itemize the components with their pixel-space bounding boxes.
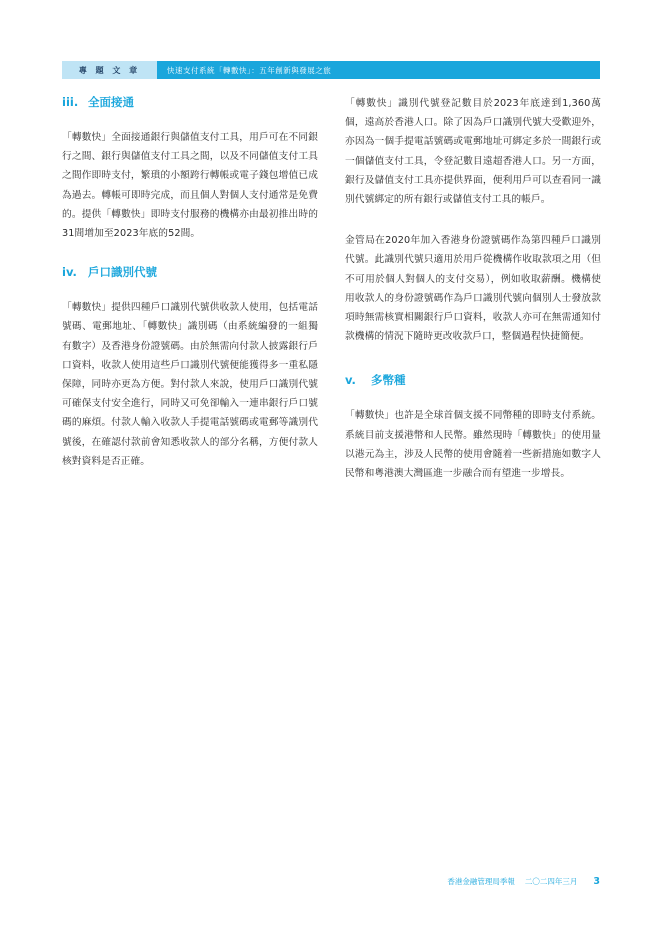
section-title: 戶口識別代號	[88, 265, 157, 280]
paragraph-account-proxy-id: 「轉數快」提供四種戶口識別代號供收款人使用，包括電話號碼、電郵地址、「轉數快」識別碼（由系統編發的一組獨有數字）及香港身份證號碼。由於無需向付款人披露銀行戶口資料，收款人使用這些戶口識別代號便能獲得多一重私隱保障，同時亦更為方便。對付款人來說，使用戶口識別代號可確保支付安全進行，同時又可免卻輸入一連串銀行戶口號碼的麻煩。付款人輸入收款人手提電話號碼或電郵等識別代號後，在確認付款前會知悉收款人的部分名稱，方便付款人核對資料是否正確。	[62, 302, 318, 467]
section-category: 專 題 文 章	[62, 61, 157, 79]
section-title: 全面接通	[88, 95, 134, 109]
paragraph-full-connectivity: 「轉數快」全面接通銀行與儲值支付工具，用戶可在不同銀行之間、銀行與儲值支付工具之間，以及不同儲值支付工具之間作即時支付，繁瑣的小額跨行轉帳或電子錢包增值已成為過去。轉帳可即時完成，而且個人對個人支付通常是免費的。提供「轉數快」即時支付服務的機構亦由最初推出時的31間增加至2023年底的52間。	[62, 132, 318, 240]
left-column	[62, 94, 318, 471]
paragraph-hkid-proxy: 金管局在2020年加入香港身份證號碼作為第四種戶口識別代號。此識別代號只適用於用戶從機構作收取款項之用（但不可用於個人對個人的支付交易），例如收取薪酬。機構使用收款人的身份證號碼作為戶口識別代號向個別人士發放款項時無需核實相關銀行戶口資料，收款人亦可在無需通知付款機構的情況下隨時更改收款戶口，整個過程快捷簡便。	[345, 235, 601, 343]
paragraph-multi-currency: 「轉數快」也許是全球首個支援不同幣種的即時支付系統。系統目前支援港幣和人民幣。雖然現時「轉數快」的使用量以港元為主，涉及人民幣的使用會隨着一些新措施如數字人民幣和粵港澳大灣區進一步融合而有望進一步增長。	[345, 410, 601, 480]
article-title: 快速支付系統「轉數快」：五年創新與發展之旅	[157, 61, 600, 79]
right-column	[345, 94, 601, 483]
section-heading-iv	[62, 264, 318, 280]
section-heading-v	[345, 372, 601, 388]
article-header-banner	[62, 61, 600, 79]
page-footer	[447, 876, 600, 887]
issue-date: 二〇二四年三月	[524, 877, 578, 886]
section-number: iv.	[62, 265, 77, 280]
section-number: iii.	[62, 95, 79, 109]
section-number: v.	[345, 373, 356, 388]
section-title: 多幣種	[371, 373, 406, 388]
paragraph-proxy-registrations: 「轉數快」識別代號登記數目於2023年底達到1,360萬個，遠高於香港人口。除了因為戶口識別代號大受歡迎外，亦因為一個手提電話號碼或電郵地址可綁定多於一間銀行或一個儲值支付工具，令登記數目遠超香港人口。另一方面，銀行及儲值支付工具亦提供界面，便利用戶可以查看同一識別代號綁定的所有銀行或儲值支付工具的帳戶。	[345, 98, 601, 206]
section-heading-iii	[62, 94, 318, 110]
publication-name: 香港金融管理局季報	[447, 877, 515, 886]
page-number: 3	[593, 876, 600, 887]
